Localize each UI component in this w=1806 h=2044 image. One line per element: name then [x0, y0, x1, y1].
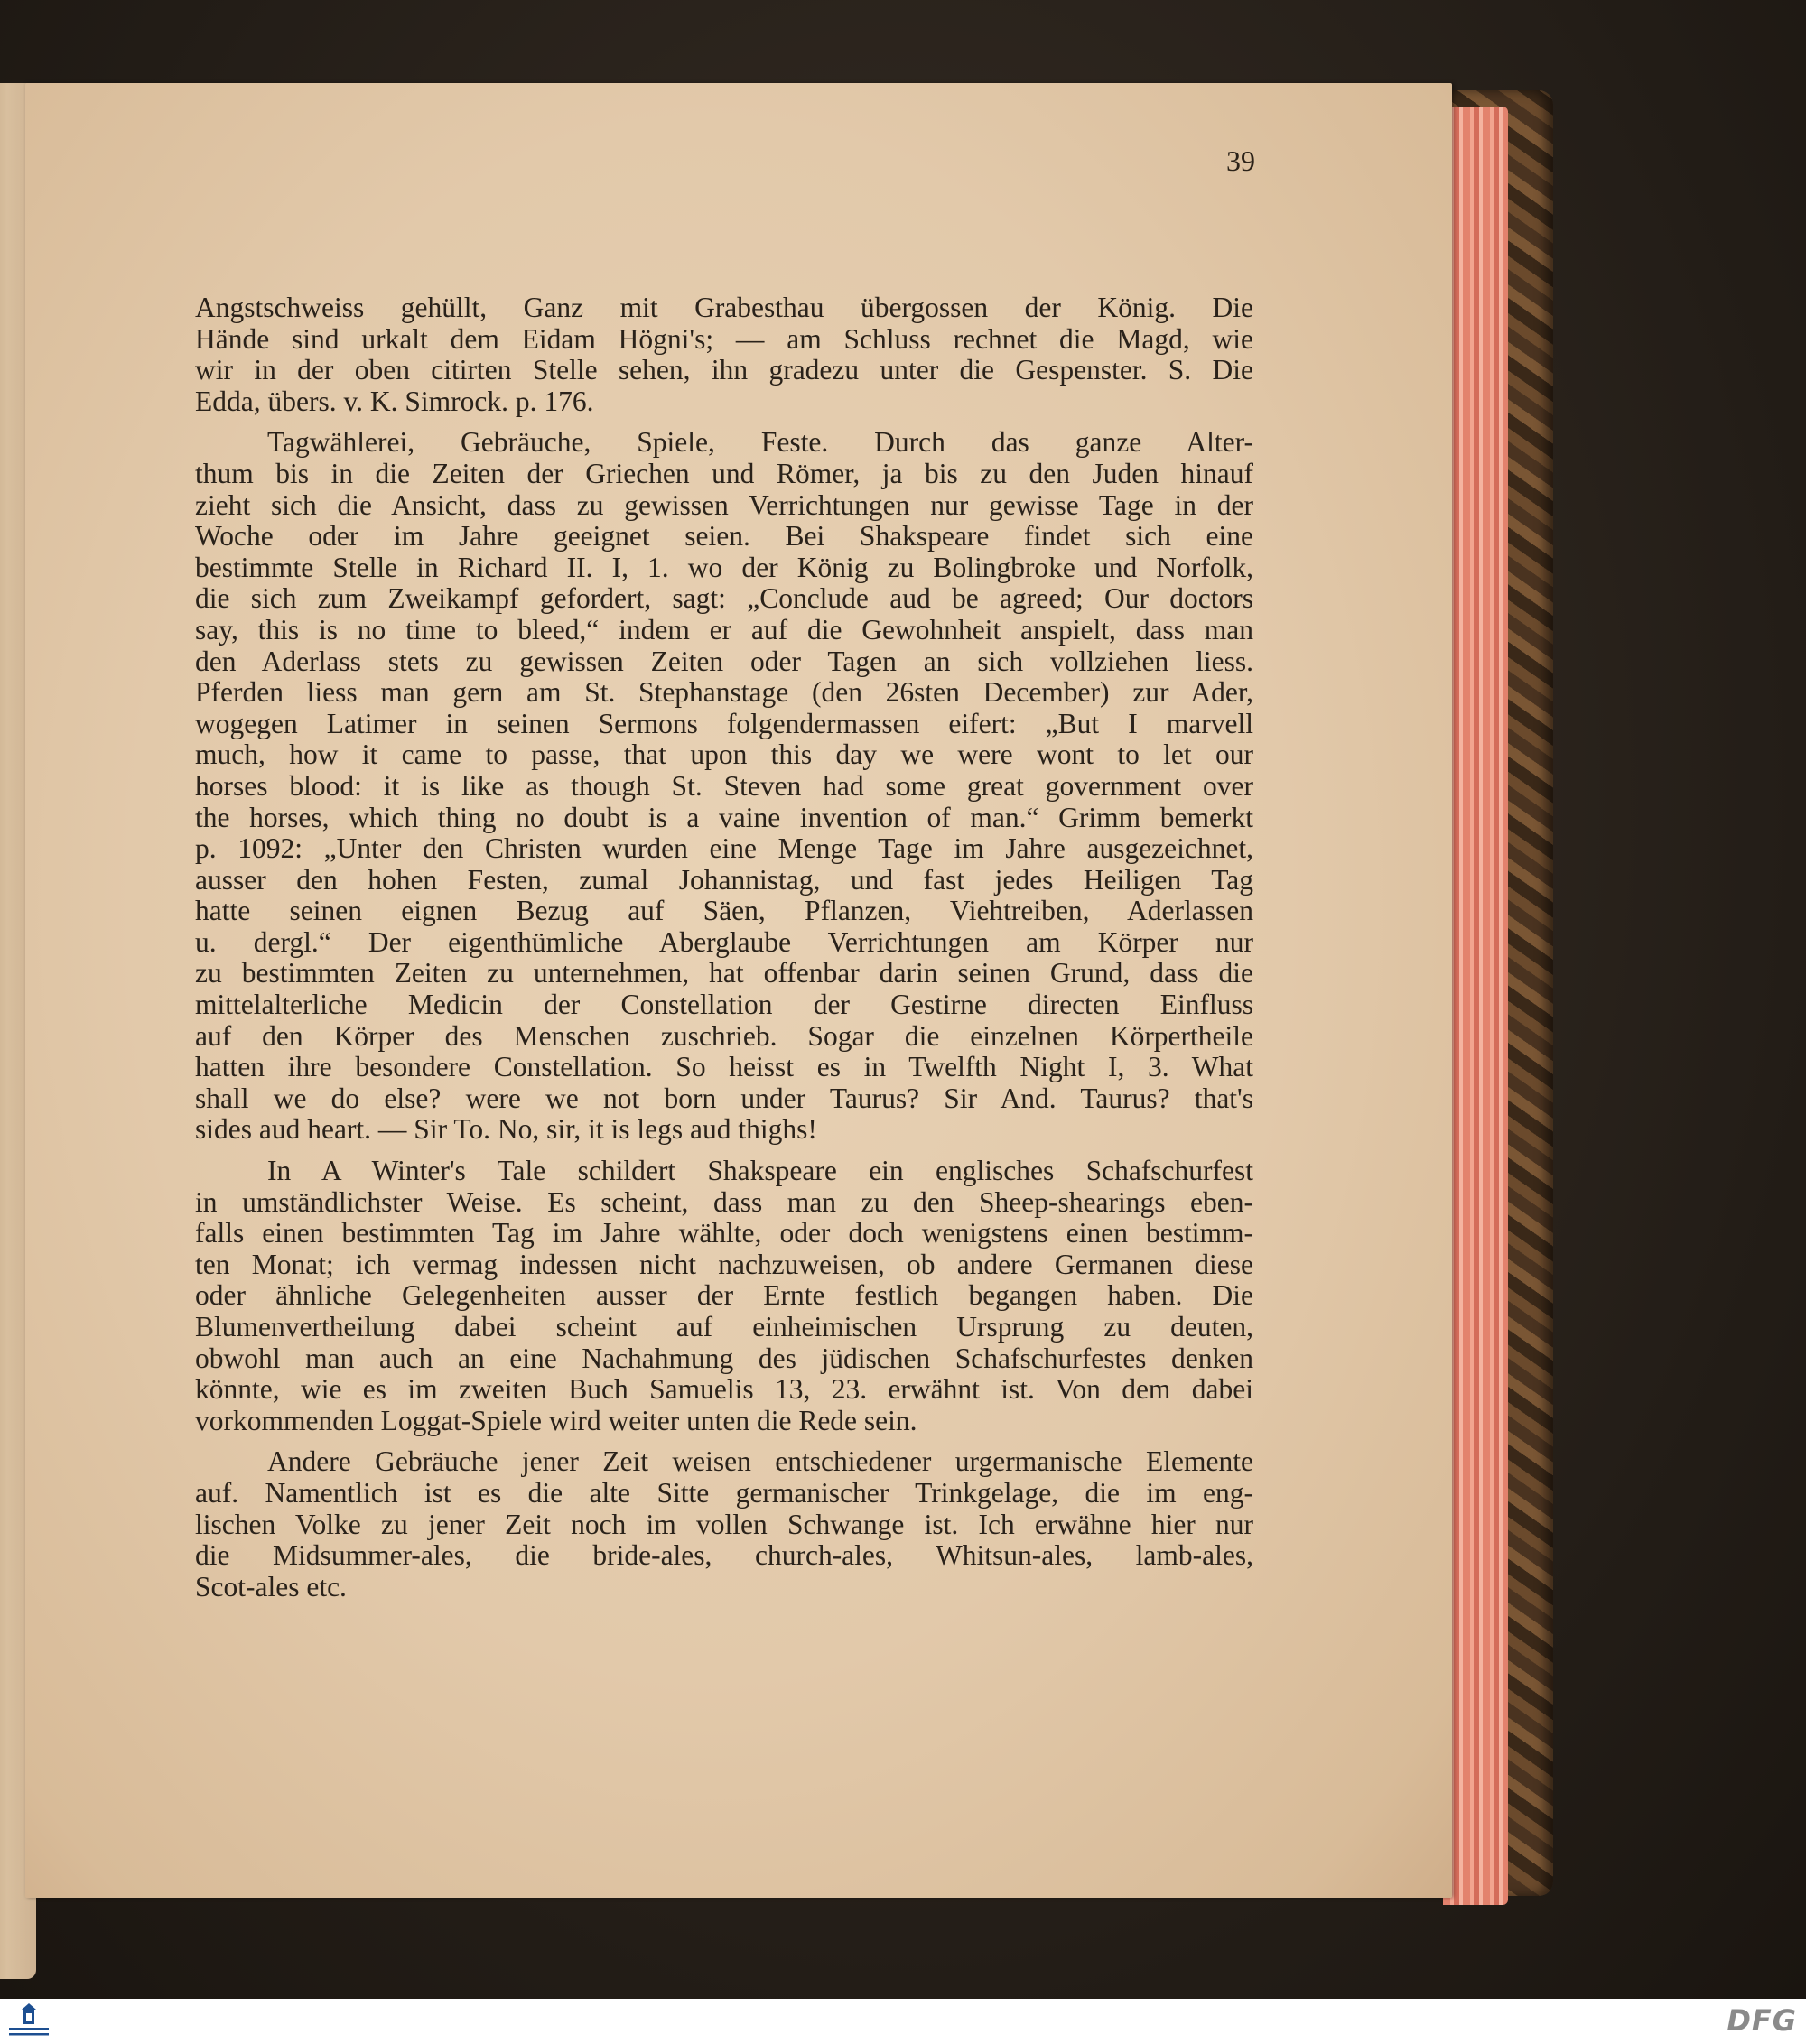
text-line: auf. Namentlich ist es die alte Sitte germanischer Trinkgelage, die im eng- — [195, 1476, 1253, 1509]
text-line: wogegen Latimer in seinen Sermons folgendermassen eifert: „But I marvell — [195, 707, 1253, 739]
text-line: vorkommenden Loggat-Spiele wird weiter unten die Rede sein. — [195, 1404, 917, 1436]
text-line: horses blood: it is like as though St. Steven had some great government over — [195, 769, 1253, 802]
text-line: Andere Gebräuche jener Zeit weisen entschiedener urgermanische Elemente — [267, 1445, 1253, 1478]
text-line: thum bis in die Zeiten der Griechen und Römer, ja bis zu den Juden hinauf — [195, 457, 1253, 489]
text-line: sides aud heart. — Sir To. No, sir, it is legs aud thighs! — [195, 1113, 817, 1146]
text-line: die Midsummer-ales, die bride-ales, church-ales, Whitsun-ales, lamb-ales, — [195, 1539, 1253, 1572]
text-line: Pferden liess man gern am St. Stephanstage (den 26sten December) zur Ader, — [195, 676, 1253, 709]
text-line: mittelalterliche Medicin der Constellation der Gestirne directen Einfluss — [195, 989, 1253, 1021]
text-line: wir in der oben citirten Stelle sehen, ihn gradezu unter die Gespenster. S. Die — [195, 354, 1253, 386]
text-line: shall we do else? were we not born under Taurus? Sir And. Taurus? that's — [195, 1082, 1253, 1114]
text-line: in umständlichster Weise. Es scheint, dass man zu den Sheep-shearings eben- — [195, 1185, 1253, 1218]
text-line: much, how it came to passe, that upon this day we were wont to let our — [195, 739, 1253, 771]
text-line: the horses, which thing no doubt is a vaine invention of man.“ Grimm bemerkt — [195, 801, 1253, 833]
text-line: Edda, übers. v. K. Simrock. p. 176. — [195, 385, 594, 417]
page-number: 39 — [1226, 144, 1255, 177]
text-line: say, this is no time to bleed,“ indem er auf die Gewohnheit anspielt, dass man — [195, 613, 1253, 646]
dfg-logo: DFG — [1727, 2003, 1797, 2038]
text-line: ten Monat; ich vermag indessen nicht nachzuweisen, ob andere Germanen diese — [195, 1248, 1253, 1280]
body-text — [195, 293, 1253, 1603]
text-line: Hände sind urkalt dem Eidam Högni's; — am Schluss rechnet die Magd, wie — [195, 322, 1253, 355]
foundation-emblem-icon — [4, 2002, 54, 2042]
text-line: zu bestimmten Zeiten zu unternehmen, hat offenbar darin seinen Grund, dass die — [195, 957, 1253, 989]
text-line: In A Winter's Tale schildert Shakspeare ein englisches Schafschurfest — [267, 1155, 1253, 1187]
text-line: Scot-ales etc. — [195, 1570, 347, 1603]
text-line: Angstschweiss gehüllt, Ganz mit Grabesthau übergossen der König. Die — [195, 292, 1253, 323]
text-line: u. dergl.“ Der eigenthümliche Aberglaube Verrichtungen am Körper nur — [195, 925, 1253, 958]
text-line: obwohl man auch an eine Nachahmung des jüdischen Schafschurfestes denken — [195, 1342, 1253, 1374]
page-edges — [1443, 107, 1508, 1905]
text-line: Tagwählerei, Gebräuche, Spiele, Feste. Durch das ganze Alter- — [267, 426, 1253, 459]
text-line: hatten ihre besondere Constellation. So heisst es in Twelfth Night I, 3. What — [195, 1051, 1253, 1083]
viewer-footer — [0, 1999, 1806, 2044]
text-line: zieht sich die Ansicht, dass zu gewissen Verrichtungen nur gewisse Tage in der — [195, 488, 1253, 521]
text-line: oder ähnliche Gelegenheiten ausser der Ernte festlich begangen haben. Die — [195, 1279, 1253, 1312]
text-line: Woche oder im Jahre geeignet seien. Bei Shakspeare findet sich eine — [195, 520, 1253, 553]
text-line: bestimmte Stelle in Richard II. I, 1. wo der König zu Bolingbroke und Norfolk, — [195, 551, 1253, 583]
text-line: ausser den hohen Festen, zumal Johannistag, und fast jedes Heiligen Tag — [195, 863, 1253, 896]
text-line: könnte, wie es im zweiten Buch Samuelis 13, 23. erwähnt ist. Von dem dabei — [195, 1373, 1253, 1406]
text-line: Blumenvertheilung dabei scheint auf einheimischen Ursprung zu deuten, — [195, 1311, 1253, 1343]
text-line: die sich zum Zweikampf gefordert, sagt: „Conclude aud be agreed; Our doctors — [195, 582, 1253, 615]
text-line: falls einen bestimmten Tag im Jahre wählte, oder doch wenigstens einen bestimm- — [195, 1217, 1253, 1250]
text-line: auf den Körper des Menschen zuschrieb. Sogar die einzelnen Körpertheile — [195, 1019, 1253, 1052]
text-line: den Aderlass stets zu gewissen Zeiten oder Tagen an sich vollziehen liess. — [195, 645, 1253, 677]
text-line: lischen Volke zu jener Zeit noch im vollen Schwange ist. Ich erwähne hier nur — [195, 1508, 1253, 1540]
text-line: p. 1092: „Unter den Christen wurden eine Menge Tage im Jahre ausgezeichnet, — [195, 832, 1253, 865]
text-line: hatte seinen eignen Bezug auf Säen, Pflanzen, Viehtreiben, Aderlassen — [195, 895, 1253, 927]
